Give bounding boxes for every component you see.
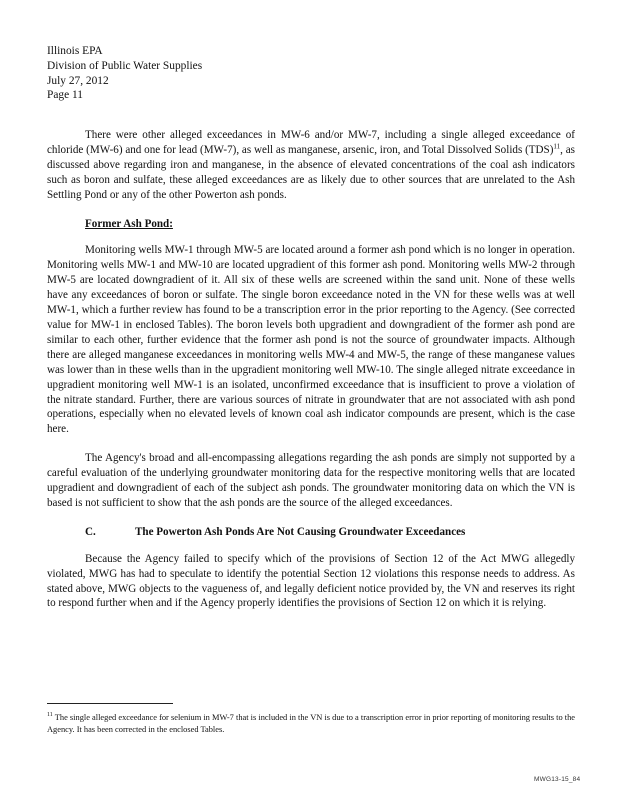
paragraph-other-exceedances bbox=[47, 128, 575, 203]
letter-body bbox=[47, 128, 575, 625]
bates-number: MWG13-15_84 bbox=[534, 776, 581, 783]
footnote bbox=[47, 712, 575, 735]
footnote-number: 11 bbox=[47, 712, 53, 719]
page-number: Page 11 bbox=[47, 89, 83, 102]
former-ash-pond-heading: Former Ash Pond: bbox=[85, 217, 173, 230]
paragraph-former-ash-pond: Monitoring wells MW-1 through MW-5 are located around a former ash pond which is no longer in operation. Monitoring wells MW-1 and MW-10 are located upgradient of this former ash pond. Monitoring wells MW-2 through MW-5 are located downgradient of it. All six of these wells are screened within the sand unit. None of these wells have any exceedances of boron or sulfate. The single boron exceedance noted in the VN for these wells was at well MW-1, which a further review has found to be a transcription error in the prior reporting to the Agency. (See corrected value for MW-1 in enclosed Tables). The boron levels both upgradient and downgradient of the former ash pond are similar to each other, further evidence that the former ash pond is not the source of groundwater impacts. Although there are alleged manganese exceedances in monitoring wells MW-4 and MW-5, the range of these manganese values was lower than in these wells than in the upgradient monitoring well MW-10. The single alleged nitrate exceedance in upgradient monitoring well MW-1 is an isolated, unconfirmed exceedance that is insufficient to prove a violation of the nitrate standard. Further, there are various sources of nitrate in groundwater that are not associated with ash pond operations, especially when no elevated levels of known coal ash indicator compounds are present, which is the case here. bbox=[47, 244, 575, 436]
paragraph-agency-allegations: The Agency's broad and all-encompassing allegations regarding the ash ponds are simply not supported by a careful evaluation of the underlying groundwater monitoring data for the respective monitoring wells that are located upgradient and downgradient of each of the subject ash ponds. The groundwater monitoring data on which the VN is based is not sufficient to show that the ash ponds are the source of the alleged exceedances. bbox=[47, 452, 575, 509]
letter-date: July 27, 2012 bbox=[47, 74, 109, 87]
section-c-number: C. bbox=[85, 525, 96, 538]
section-c-title: The Powerton Ash Ponds Are Not Causing Groundwater Exceedances bbox=[135, 525, 466, 538]
recipient-division: Division of Public Water Supplies bbox=[47, 59, 203, 72]
letter-header bbox=[47, 44, 202, 103]
paragraph-text-part1: There were other alleged exceedances in MW-6 and/or MW-7, including a single alleged exceedance of chloride (MW-6) and one for lead (MW-7), as well as manganese, arsenic, iron, and Total Dissolved Solids (TDS) bbox=[47, 129, 575, 156]
footnote-text: The single alleged exceedance for selenium in MW-7 that is included in the VN is due to a transcription error in prior reporting of monitoring results to the Agency. It has been corrected in the enclosed Tables. bbox=[47, 713, 575, 734]
section-c-heading bbox=[85, 525, 575, 540]
paragraph-section-12: Because the Agency failed to specify which of the provisions of Section 12 of the Act MWG allegedly violated, MWG has had to speculate to identify the potential Section 12 violations this response needs to address. As stated above, MWG objects to the vagueness of, and legally deficient notice provided by, the VN and reserves its right to respond further when and if the Agency properly identifies the provisions of Section 12 on which it is relying. bbox=[47, 552, 575, 610]
recipient-agency: Illinois EPA bbox=[47, 45, 103, 57]
footnote-reference: 11 bbox=[553, 142, 561, 151]
paragraph-text-part2: , as discussed above regarding iron and manganese, in the absence of elevated concentrations of the coal ash indicators such as boron and sulfate, these alleged exceedances are as likely due to other sources that are unrelated to the Ash Settling Pond or any of the other Powerton ash ponds. bbox=[47, 143, 575, 201]
footnote-divider bbox=[47, 703, 173, 704]
